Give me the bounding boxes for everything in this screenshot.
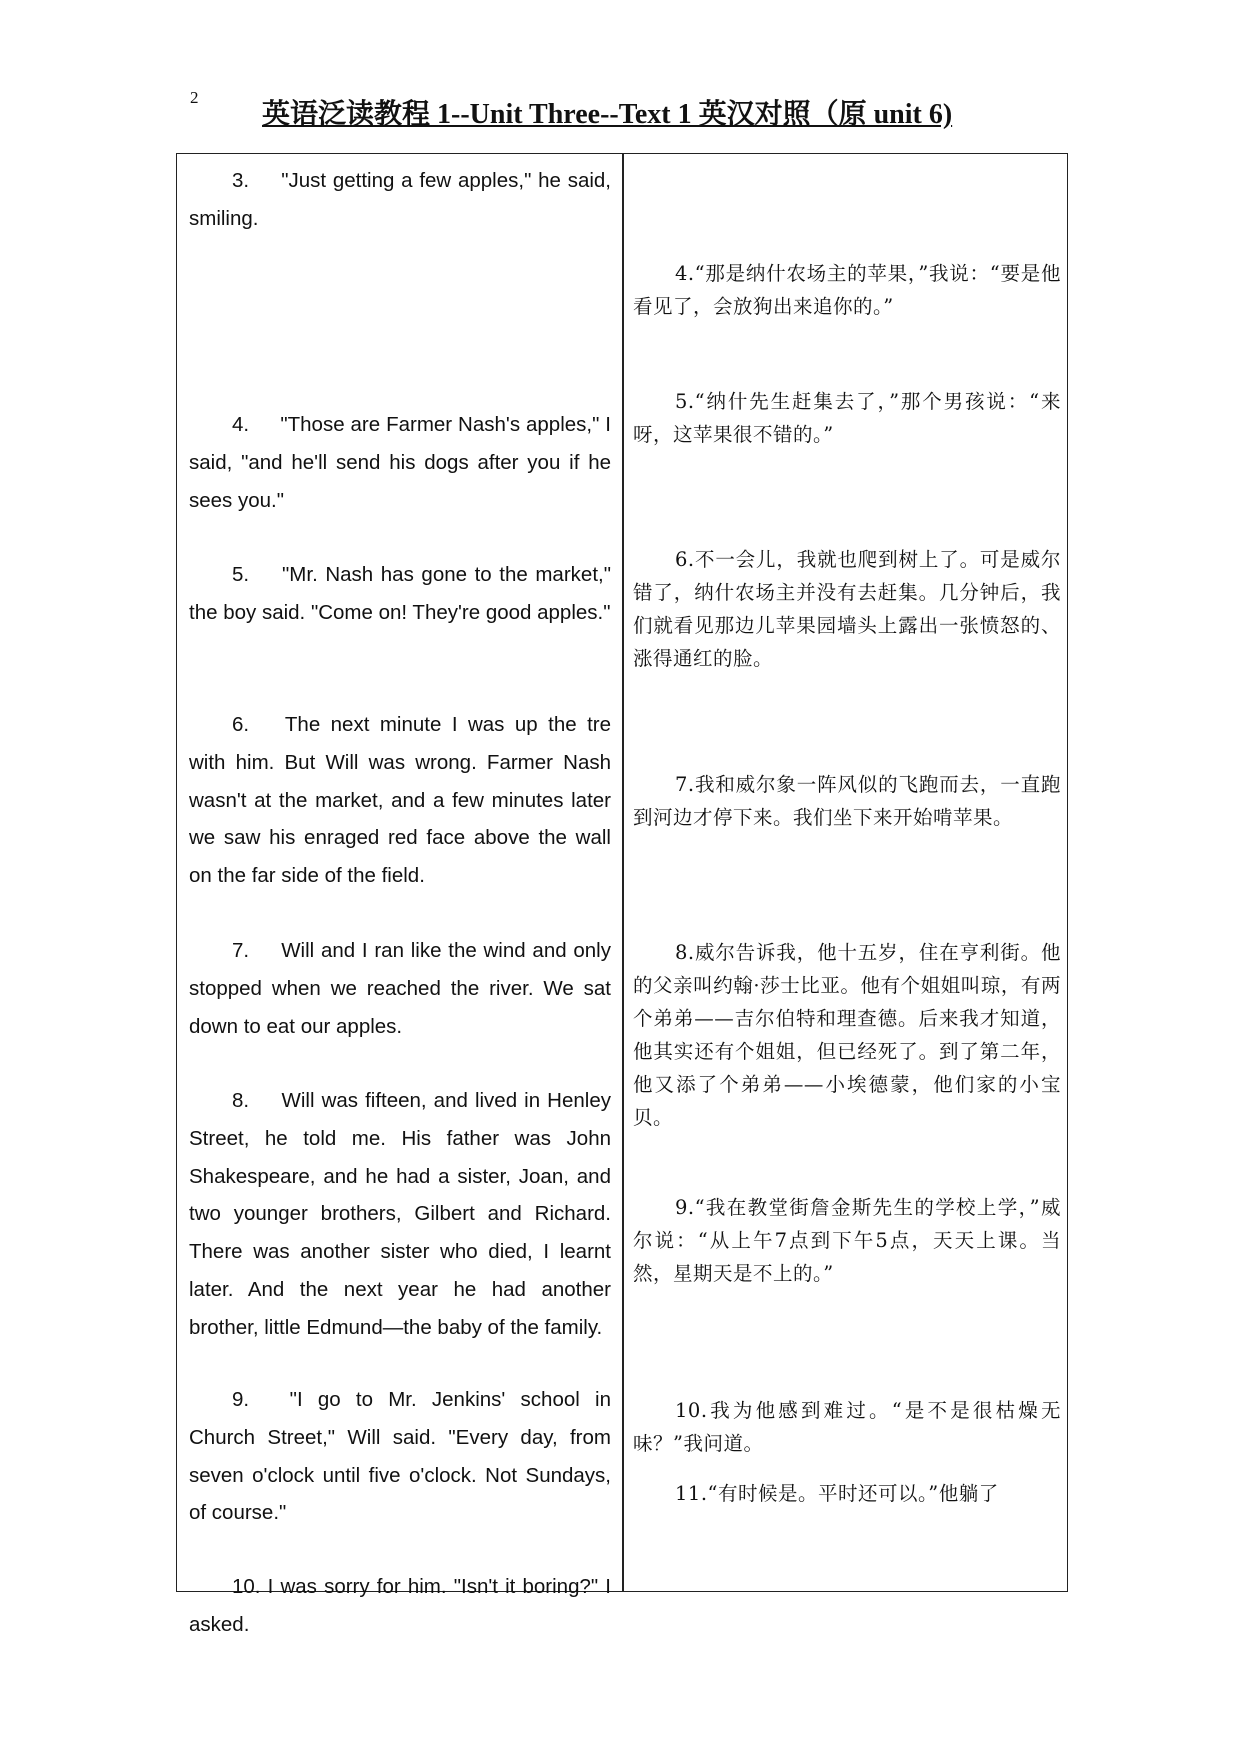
chinese-paragraph-4: 4.“那是纳什农场主的苹果，”我说：“要是他看见了，会放狗出来追你的。” bbox=[633, 262, 1061, 318]
english-paragraph-8: 8. Will was fifteen, and lived in Henley Street, he told me. His father was John Shakespeare, and he had a sister, Joan, and two younger brothers, Gilbert and Richard. There was another sister who died, I learnt later. And the next year he had another brother, little Edmund—the baby of the family. bbox=[189, 1089, 617, 1339]
column-divider bbox=[622, 154, 624, 1591]
page-title: 英语泛读教程 1--Unit Three--Text 1 英汉对照（原 unit 6) bbox=[262, 99, 953, 130]
bilingual-table bbox=[176, 153, 1068, 1636]
english-paragraph-5: 5. "Mr. Nash has gone to the market," the boy said. "Come on! They're good apples." bbox=[189, 563, 617, 624]
english-paragraph-6: 6. The next minute I was up the tre with him. But Will was wrong. Farmer Nash wasn't at the market, and a few minutes later we saw his enraged red face above the wall on the far side of the field. bbox=[189, 713, 617, 888]
chinese-paragraph-10: 10.我为他感到难过。“是不是很枯燥无味？”我问道。 bbox=[633, 1399, 1061, 1455]
chinese-paragraph-8: 8.威尔告诉我，他十五岁，住在亨利街。他的父亲叫约翰·莎士比亚。他有个姐姐叫琼，有两个弟弟——吉尔伯特和理查德。后来我才知道，他其实还有个姐姐，但已经死了。到了第二年，他又添了个弟弟——小埃德蒙，他们家的小宝贝。 bbox=[633, 941, 1061, 1129]
chinese-paragraph-9: 9.“我在教堂街詹金斯先生的学校上学，”威尔说：“从上午7点到下午5点，天天上课。当然，星期天是不上的。” bbox=[633, 1196, 1061, 1285]
english-paragraph-4: 4. "Those are Farmer Nash's apples," I said, "and he'll send his dogs after you if he sees you." bbox=[189, 413, 617, 512]
english-paragraph-3: 3. "Just getting a few apples," he said, smiling. bbox=[189, 169, 617, 230]
chinese-paragraph-6: 6.不一会儿，我就也爬到树上了。可是威尔错了，纳什农场主并没有去赶集。几分钟后，我们就看见那边儿苹果园墙头上露出一张愤怒的、涨得通红的脸。 bbox=[633, 548, 1061, 670]
english-paragraph-7: 7. Will and I ran like the wind and only stopped when we reached the river. We sat down to eat our apples. bbox=[189, 939, 617, 1038]
chinese-paragraph-5: 5.“纳什先生赶集去了，”那个男孩说：“来呀，这苹果很不错的。” bbox=[633, 390, 1061, 446]
english-paragraph-9: 9. "I go to Mr. Jenkins' school in Church Street," Will said. "Every day, from seven o'clock until five o'clock. Not Sundays, of course." bbox=[189, 1388, 617, 1525]
page-number: 2 bbox=[190, 88, 199, 107]
english-paragraph-10: 10. I was sorry for him. "Isn't it boring?" I asked. bbox=[189, 1575, 617, 1636]
chinese-paragraph-7: 7.我和威尔象一阵风似的飞跑而去，一直跑到河边才停下来。我们坐下来开始啃苹果。 bbox=[633, 773, 1061, 829]
chinese-paragraph-11: 11.“有时候是。平时还可以。”他躺了 bbox=[675, 1482, 999, 1505]
